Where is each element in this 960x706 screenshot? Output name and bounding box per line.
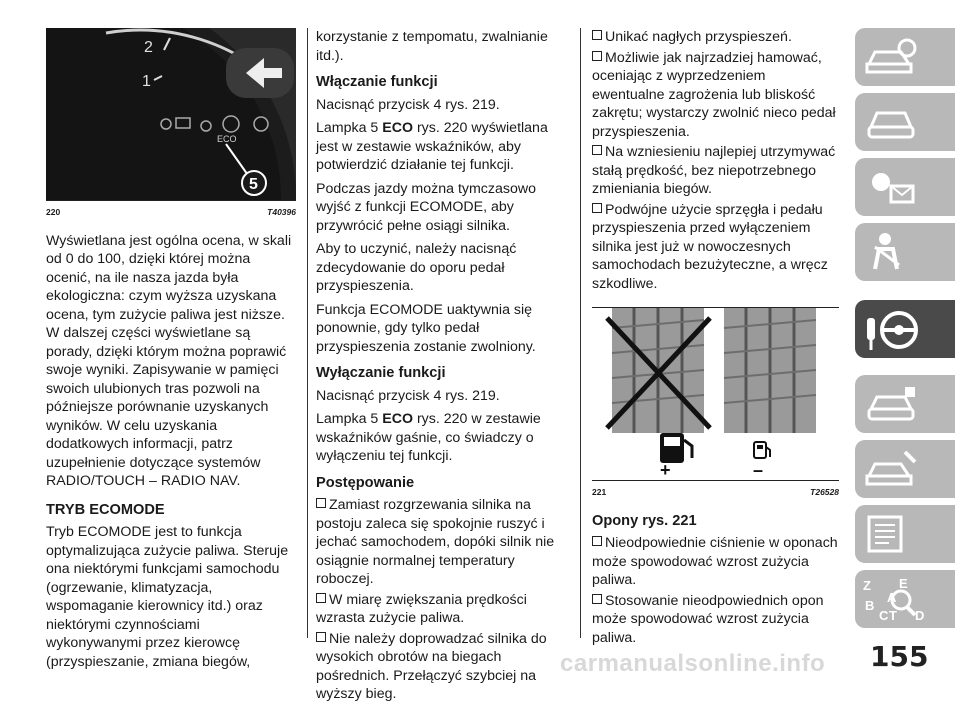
subheading-tires: Opony rys. 221 [592,512,697,529]
paragraph: korzystanie z tempomatu, zwalnianie itd.). [316,29,548,64]
section-heading: TRYB ECOMODE [46,501,165,518]
bullet-box-icon [316,593,326,603]
minus-sign: – [753,460,764,480]
tires-image [592,308,839,480]
eco-lamp-label: ECO [217,134,237,144]
tab-technical-data[interactable] [855,505,955,563]
tab-car-front[interactable] [855,93,955,151]
text: Lampka 5 [316,411,383,427]
subheading-off: Wyłączanie funkcji [316,365,446,381]
bullet-item [592,49,839,142]
figure-code: T26528 [810,487,839,497]
index-letter: A [887,590,897,605]
tab-index[interactable] [855,570,955,628]
paragraph: Tryb ECOMODE jest to funkcja optymalizująca zużycie paliwa. Steruje ona niektórymi funkcjami samochodu (ogrzewanie, klimatyzacja, wspomaganie kierownicy itd.) oraz niektórymi czynnościami wykonywanymi przez kierowcę (przyspieszanie, zmiana biegów, [46,524,289,670]
tab-safety[interactable] [855,223,955,281]
paragraph [316,410,571,466]
callout-number: 5 [249,176,258,193]
tab-emergency[interactable] [855,375,955,433]
bullet-box-icon [316,632,326,642]
tab-car-info[interactable] [855,28,955,86]
car-info-icon [861,34,921,80]
steering-wheel-icon [861,306,921,356]
emergency-icon [861,381,921,427]
index-letter: D [915,608,925,623]
bullet-text: Na wzniesieniu najlepiej utrzymywać stałą prędkość, bez niepotrzebnego zmieniania biegów. [592,144,836,197]
tab-driving[interactable] [855,300,955,358]
index-letter: Z [863,578,871,593]
bullet-text: Nie należy doprowadzać silnika do wysokich obrotów na biegach pośrednich. Przełączyć szybciej na wyższy bieg. [316,630,547,702]
index-letter: B [865,598,875,613]
figure-number: 221 [592,487,607,497]
paragraph: Podczas jazdy można tymczasowo wyjść z funkcji ECOMODE, aby przywrócić pełne osiągi silnika. [316,180,536,234]
bullet-text: Stosowanie nieodpowiednich opon może spowodować wzrost zużycia paliwa. [592,592,824,646]
index-letter: T [889,608,897,623]
tab-maintenance[interactable] [855,440,955,498]
bullet-text: Zamiast rozgrzewania silnika na postoju zaleca się spokojnie ruszyć i jechać samochodem, dopóki silnik nie osiągnie normalnej temperatury roboczej. [316,497,555,587]
column-1 [46,28,296,676]
index-letter: E [899,576,908,591]
instrument-cluster-image [46,28,296,200]
index-letter: C [879,608,889,623]
bullet-item [316,630,571,704]
paragraph: Aby to uczynić, należy nacisnąć zdecydowanie do oporu pedał przyspieszenia. [316,241,517,294]
eco-label: ECO [382,120,413,136]
column-divider [580,28,581,638]
bullet-box-icon [592,30,602,40]
figure-caption [46,203,296,222]
column-3 [592,28,839,649]
bullet-item [592,143,839,199]
bullet-text: Unikać nagłych przyspieszeń. [605,29,792,45]
text: Lampka 5 [316,120,383,136]
figure-number: 220 [46,207,61,217]
text: rys. 220 w zestawie wskaźników gaśnie, co świadczy o wyłączeniu tej funkcji. [316,411,541,464]
column-divider [307,28,308,638]
text: rys. 220 wyświetlana jest w zestawie wskaźników, aby potwierdzić działanie tej funkcji. [316,120,548,173]
bullet-box-icon [592,51,602,61]
subheading-on: Włączanie funkcji [316,74,438,90]
bullet-item [316,496,571,589]
bullet-text: Nieodpowiednie ciśnienie w oponach może spowodować wzrost zużycia paliwa. [592,535,838,588]
gauge-label: 1 [142,73,151,90]
dashboard-lights-icon [861,164,921,210]
bullet-box-icon [592,203,602,213]
bullet-box-icon [592,536,602,546]
paragraph: Nacisnąć przycisk 4 rys. 219. [316,96,500,113]
paragraph: Wyświetlana jest ogólna ocena, w skali od 0 do 100, dzięki której można ocenić, na ile nasza jazda była ekologiczna: czym wyższa uzyskana ocena, tym zużycie paliwa jest niższe. W dalszej części wyświetlane są porady, dzięki którym można poprawić swoje wyniki. Zapisywanie w pamięci swoich ulubionych tras pozwoli na późniejsze porównanie uzyskanych wyników. W celu uzyskania dodatkowych informacji, patrz uzupełnienie dotyczące systemów RADIO/TOUCH – RADIO NAV. [46,232,292,489]
safety-icon [861,229,921,275]
gauge-label: 2 [144,39,153,56]
bullet-item [316,591,571,628]
bullet-box-icon [592,594,602,604]
paragraph: Nacisnąć przycisk 4 rys. 219. [316,387,500,404]
bullet-item [592,201,839,294]
bullet-box-icon [592,145,602,155]
maintenance-icon [861,446,921,492]
bullet-text: W miarę zwiększania prędkości wzrasta zużycie paliwa. [316,591,527,626]
paragraph [316,119,571,175]
bullet-item [592,28,839,47]
bullet-box-icon [316,498,326,508]
plus-sign: + [660,460,671,480]
technical-data-icon [861,511,921,557]
page-number: 155 [870,640,929,673]
column-2 [316,28,571,706]
watermark: carmanualsonline.info [560,650,826,677]
subheading-procedure: Postępowanie [316,474,415,491]
car-front-icon [861,99,921,145]
bullet-text: Możliwie jak najrzadziej hamować, oceniając z wyprzedzeniem ewentualne zagrożenia lub bliskość zakrętu; wystarczy zwolnić nieco pedał przyspieszenia. [592,49,836,140]
figure-caption [592,483,839,502]
bullet-item [592,592,839,648]
eco-label: ECO [382,411,413,427]
bullet-item [592,534,839,590]
figure-221 [592,307,839,481]
bullet-text: Podwójne użycie sprzęgła i pedału przyspieszenia przed wyłączeniem silnika jest już w nowoczesnych samochodach bezużyteczne, a wręcz szkodliwe. [592,201,828,292]
paragraph: Funkcja ECOMODE uaktywnia się ponownie, gdy tylko pedał przyspieszenia zostanie zwolniony. [316,301,536,355]
figure-code: T40396 [267,207,296,217]
index-icon [861,576,931,626]
tab-dashboard-lights[interactable] [855,158,955,216]
figure-220 [46,28,296,201]
